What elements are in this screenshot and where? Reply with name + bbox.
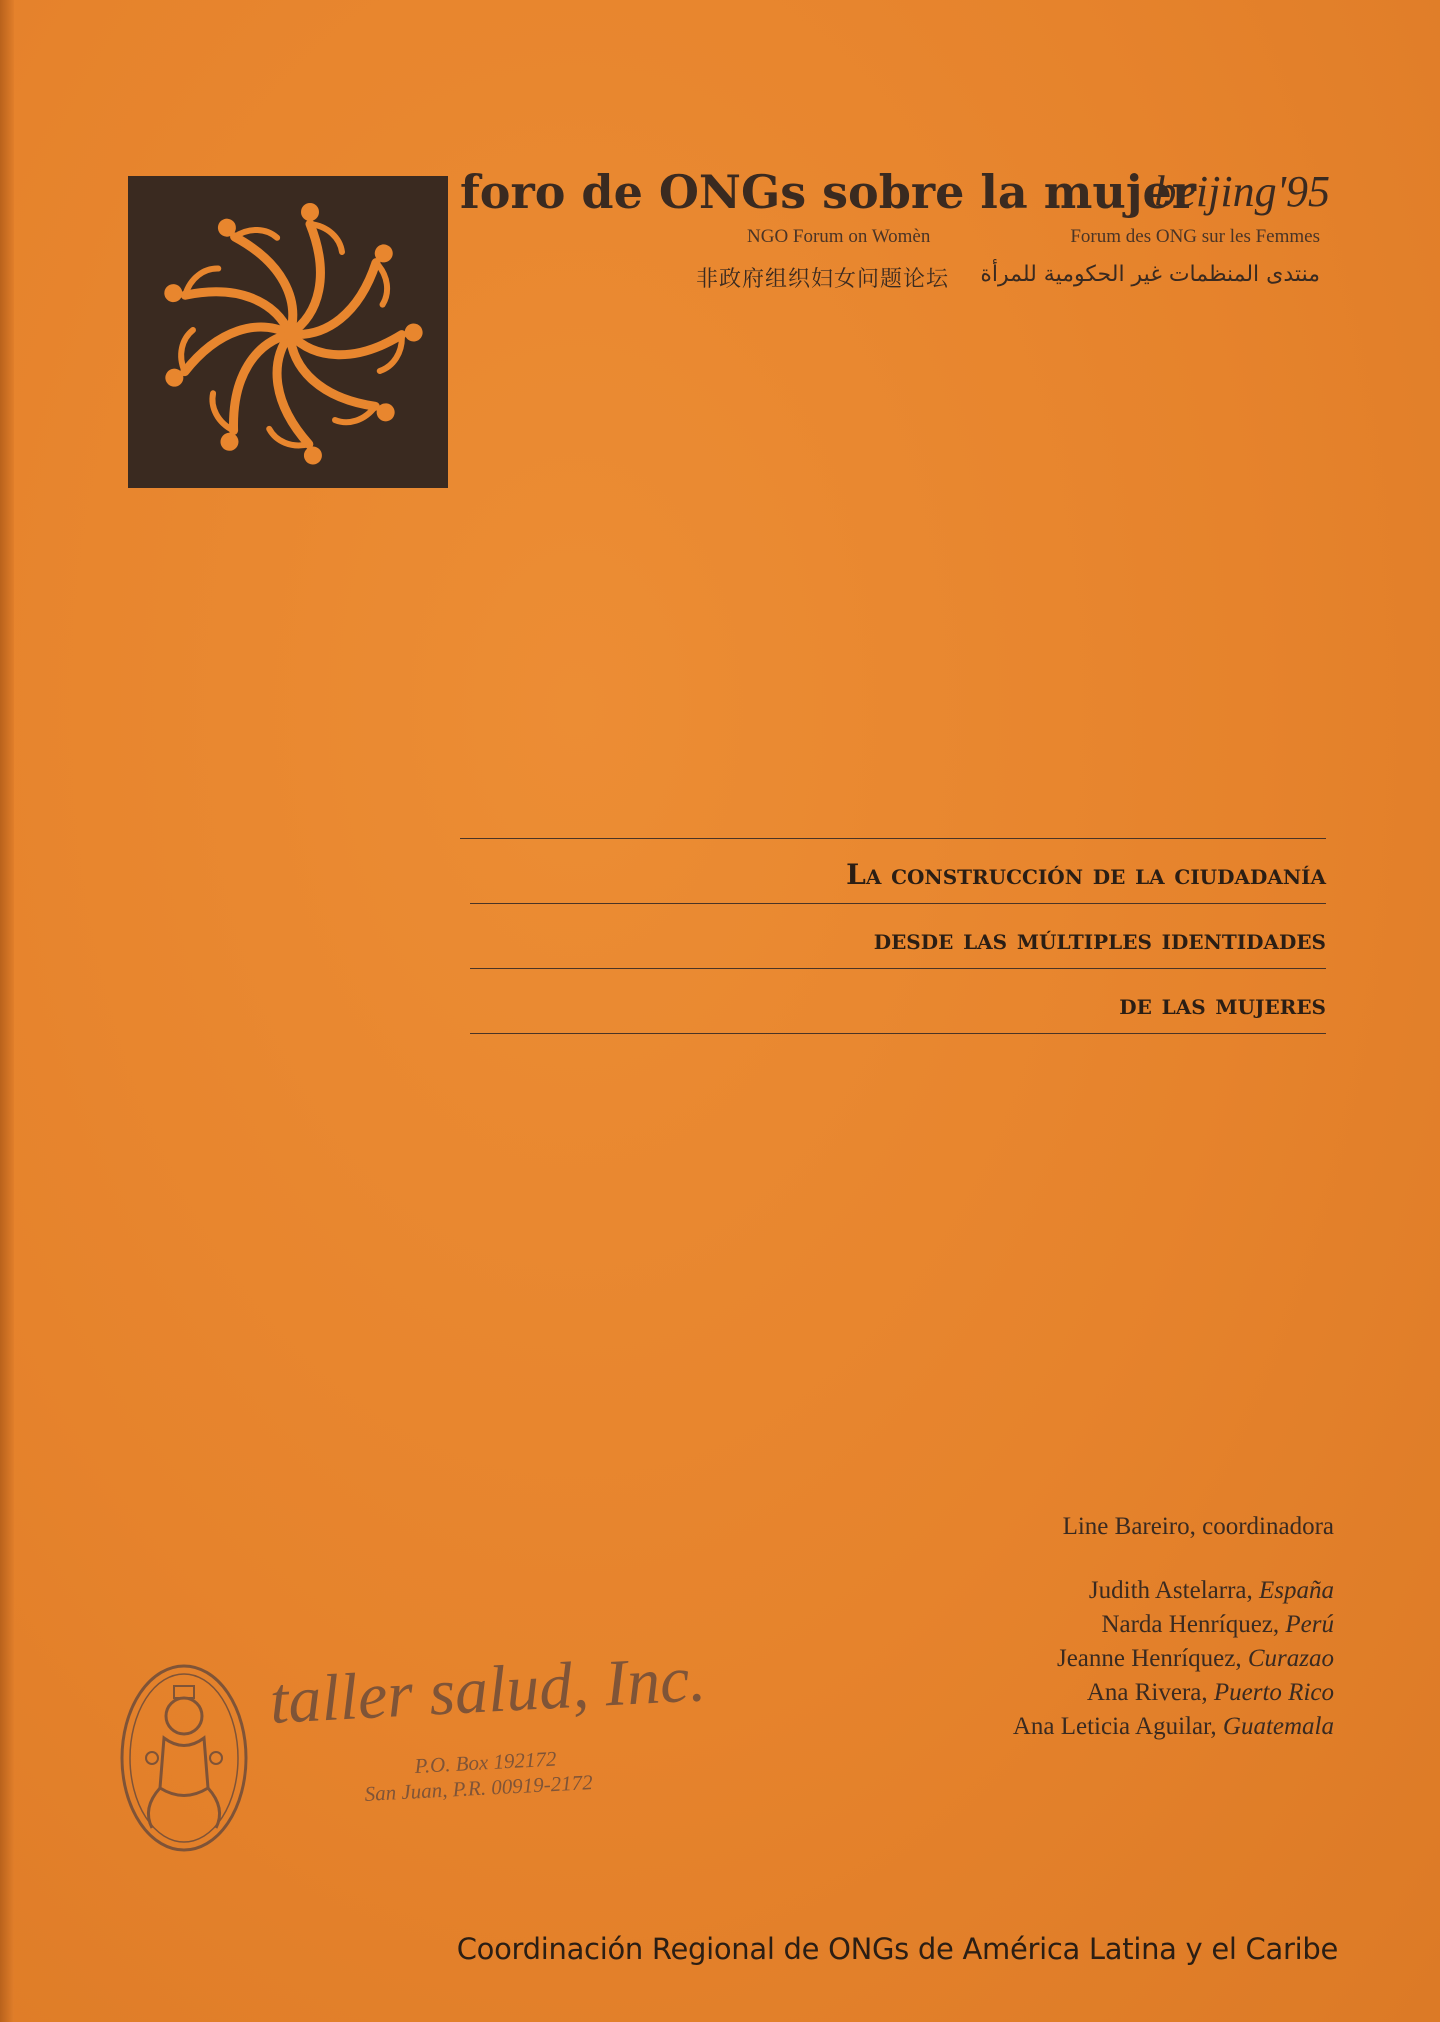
author-entry: Ana Rivera, Puerto Rico [1086,1679,1334,1706]
book-title-line [470,968,1326,1034]
stamp-name: taller salud, Inc. [268,1642,708,1738]
stamp-address-line-1: P.O. Box 192172 [414,1746,557,1778]
subtitle-chinese: 非政府组织妇女问题论坛 [696,267,950,292]
author-list [1013,1510,1334,1744]
forum-edition: beijing'95 [1154,167,1330,216]
publisher-footer: Coordinación Regional de ONGs de América Latina y el Caribe [456,1932,1338,1966]
author-entry: Jeanne Henríquez, Curazao [1056,1645,1334,1672]
stamp-address-line-2: San Juan, P.R. 00919-2172 [364,1770,594,1806]
book-title [460,838,1326,1034]
book-title-line [460,838,1326,903]
book-title-line-2: desde las múltiples identidades [873,923,1326,956]
subtitle-french: Forum des ONG sur les Femmes [1070,226,1320,247]
book-title-line-3: de las mujeres [1119,988,1326,1021]
stamp-figure-icon [112,1658,262,1858]
author-entry: Judith Astelarra, España [1088,1577,1334,1604]
subtitle-arabic: منتدى المنظمات غير الحكومية للمرأة [980,262,1320,287]
author-entry: Narda Henríquez, Perú [1101,1611,1334,1638]
swirl-figures-icon [128,176,448,488]
subtitle-english: NGO Forum on Womèn [747,226,931,247]
binding-edge [0,0,14,2022]
book-title-line [470,903,1326,968]
library-stamp [112,1642,752,1858]
forum-logo [128,176,448,488]
forum-title [460,162,1330,222]
book-title-line-1: La construcción de la ciudadanía [846,858,1326,891]
author-entry: Ana Leticia Aguilar, Guatemala [1012,1713,1334,1740]
coordinator: Line Bareiro, coordinadora [1062,1513,1334,1540]
forum-title-text: foro de ONGs sobre la mujer [460,165,1196,219]
